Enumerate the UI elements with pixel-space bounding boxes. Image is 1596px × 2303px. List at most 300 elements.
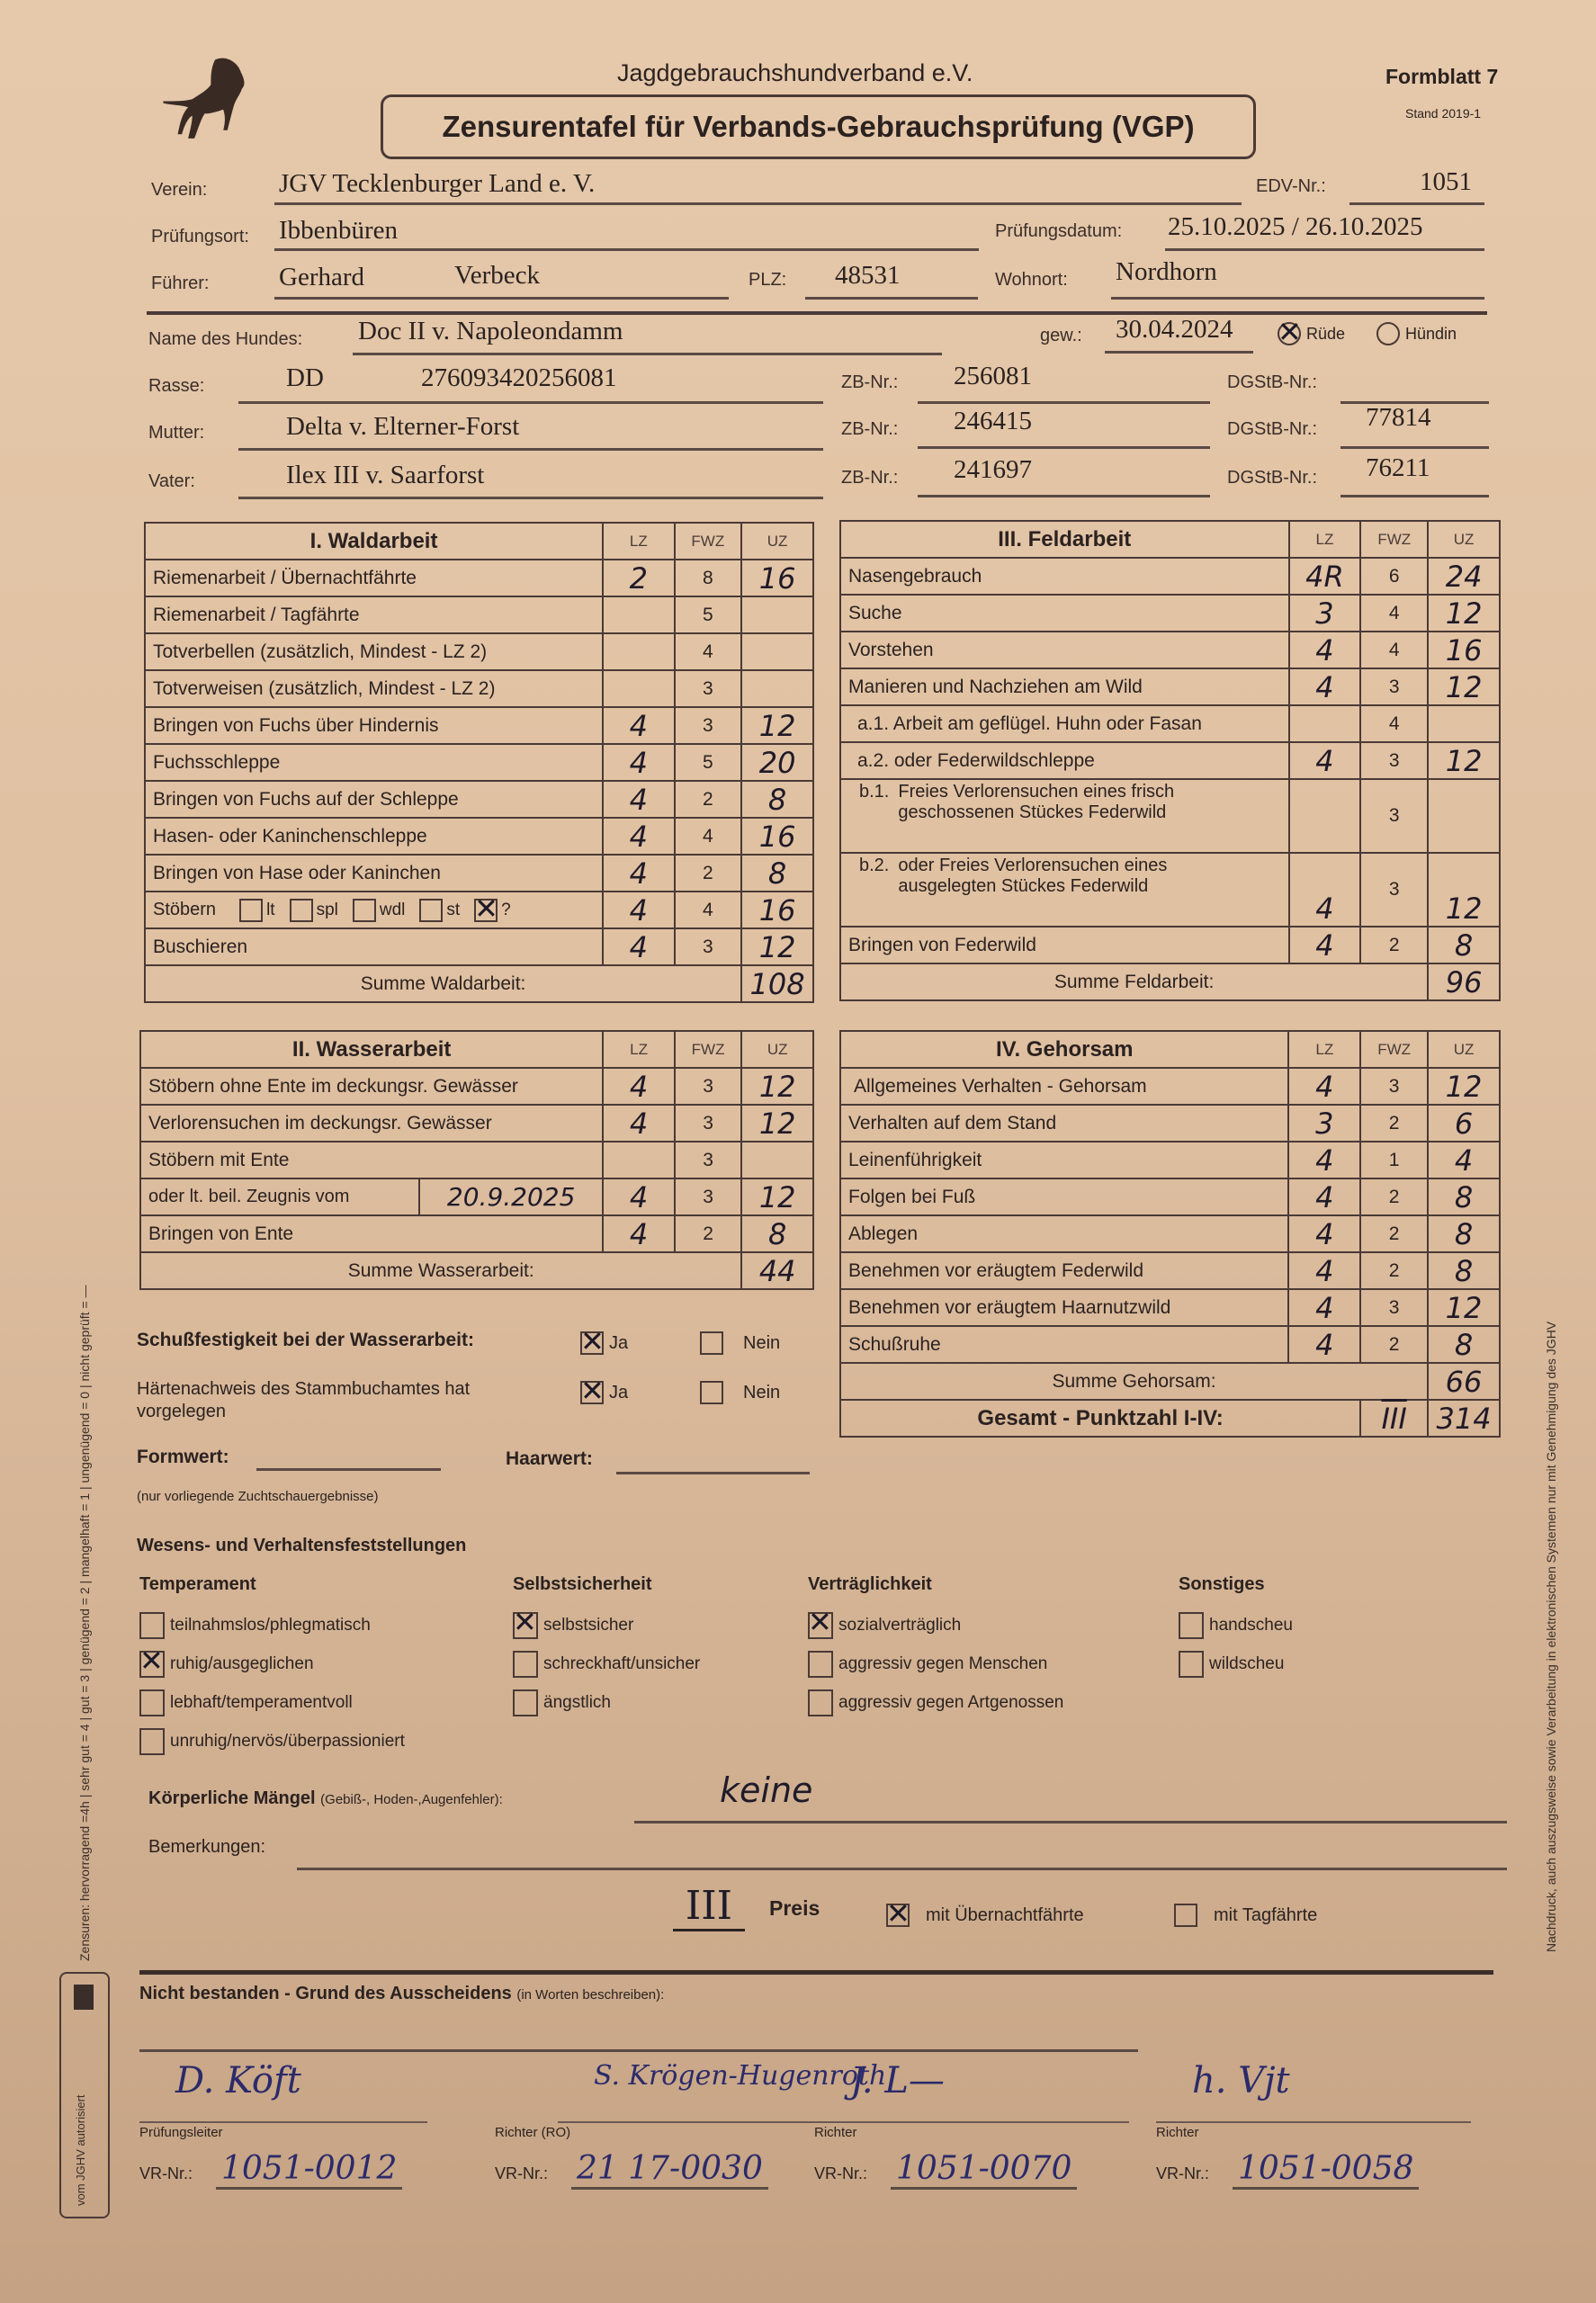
lz-cell[interactable] (603, 670, 674, 707)
koerper-field[interactable]: keine (720, 1770, 813, 1810)
uz-cell[interactable]: 8 (1428, 1215, 1500, 1252)
uz-header: UZ (741, 523, 813, 560)
table-row (140, 1215, 813, 1252)
row-label: Totverbellen (zusätzlich, Mindest - LZ 2) (145, 633, 603, 670)
zeugnis-date[interactable]: 20.9.2025 (446, 1182, 576, 1212)
stoebern-checkbox[interactable] (474, 899, 498, 922)
fwz-cell: 4 (1360, 632, 1428, 668)
mutter-zb-label: ZB-Nr.: (841, 419, 899, 439)
gew-field[interactable]: 30.04.2024 (1116, 315, 1233, 344)
wesen-option[interactable] (808, 1644, 1063, 1683)
jghv-authorized-text: vom JGHV autorisiert (74, 2094, 87, 2206)
preis-label: Preis (769, 1896, 820, 1920)
lz-cell[interactable] (1289, 779, 1361, 853)
waldarbeit-title: I. Waldarbeit (145, 523, 603, 560)
row-label: Manieren und Nachziehen am Wild (840, 668, 1289, 705)
mutter-dgstb-label: DGStB-Nr.: (1227, 419, 1318, 439)
uz-header: UZ (1428, 1031, 1500, 1068)
wesen-checkbox[interactable] (139, 1728, 165, 1755)
sum-value[interactable]: 108 (741, 965, 813, 1002)
koerper-underline (634, 1821, 1507, 1824)
uz-cell[interactable]: 8 (741, 781, 813, 818)
lz-cell[interactable]: 4 (603, 818, 674, 855)
vr-label: VR-Nr.: (139, 2164, 193, 2182)
row-label: Allgemeines Verhalten - Gehorsam (840, 1068, 1288, 1105)
uz-cell[interactable] (741, 670, 813, 707)
fwz-cell: 3 (675, 928, 742, 965)
preis-tag-checkbox[interactable] (1174, 1904, 1197, 1927)
uz-cell[interactable]: 6 (1428, 1105, 1500, 1142)
uz-cell[interactable]: 8 (741, 1215, 813, 1252)
wesen-option-label: teilnahmslos/phlegmatisch (170, 1615, 371, 1635)
lz-cell[interactable]: 4 (603, 744, 674, 781)
lz-cell[interactable]: 4 (1288, 1142, 1360, 1178)
plz-label: PLZ: (749, 270, 787, 290)
lz-cell[interactable]: 4 (1289, 853, 1361, 927)
table-row (840, 1289, 1500, 1326)
section-divider (139, 1970, 1493, 1975)
pruefungsdatum-underline (1165, 248, 1484, 251)
wesen-option-label: wildscheu (1209, 1653, 1285, 1673)
zb-label: ZB-Nr.: (841, 372, 899, 392)
b1-prefix: b.1. (859, 782, 890, 802)
vater-dgstb-field[interactable]: 76211 (1366, 453, 1430, 482)
signature: S. Krögen-Hugenroth (594, 2060, 887, 2092)
fwz-cell: 2 (1360, 1326, 1428, 1363)
vater-zb-underline (918, 495, 1210, 497)
lz-cell[interactable]: 4 (603, 1178, 674, 1215)
fuehrer-nachname-field[interactable]: Verbeck (454, 261, 541, 290)
lz-cell[interactable]: 4 (603, 781, 674, 818)
ruede-radio[interactable] (1278, 322, 1301, 345)
wesen-option[interactable] (139, 1683, 405, 1722)
wesen-checkbox[interactable] (513, 1651, 538, 1678)
sum-value[interactable]: 96 (1428, 963, 1500, 1000)
formwert-label: Formwert: (137, 1447, 229, 1467)
stoebern-option-label: lt (266, 900, 275, 919)
wesen-checkbox[interactable] (808, 1612, 833, 1639)
wesen-option[interactable] (1179, 1606, 1293, 1644)
haerte-ja-label: Ja (609, 1382, 629, 1402)
sum-label: Summe Feldarbeit: (840, 963, 1428, 1000)
uz-cell[interactable]: 16 (741, 560, 813, 596)
waldarbeit-table (144, 522, 814, 1003)
preis-uebernacht-option[interactable] (886, 1904, 1084, 1927)
wohnort-field[interactable]: Nordhorn (1116, 257, 1217, 286)
lz-header: LZ (1289, 521, 1361, 558)
fuehrer-vorname-field[interactable]: Gerhard (279, 263, 365, 291)
row-label: Bringen von Federwild (840, 927, 1289, 963)
lz-cell[interactable]: 4 (1289, 632, 1361, 668)
fwz-cell: 5 (675, 744, 742, 781)
row-label: Benehmen vor eräugtem Federwild (840, 1252, 1288, 1289)
uz-cell[interactable] (741, 633, 813, 670)
wesen-checkbox[interactable] (513, 1612, 538, 1639)
signature-role: Prüfungsleiter (139, 2125, 223, 2140)
lz-cell[interactable]: 4 (1289, 927, 1361, 963)
wesen-option-label: ruhig/ausgeglichen (170, 1653, 314, 1673)
lz-cell[interactable]: 4 (1288, 1326, 1360, 1363)
table-row (140, 1142, 813, 1178)
row-label: Totverweisen (zusätzlich, Mindest - LZ 2) (145, 670, 603, 707)
pruefungsort-label: Prüfungsort: (151, 227, 249, 246)
stoebern-checkbox[interactable] (290, 899, 313, 922)
mutter-field[interactable]: Delta v. Elterner-Forst (286, 412, 520, 441)
wesen-option-label: aggressiv gegen Menschen (838, 1653, 1048, 1673)
lz-cell[interactable]: 4 (1289, 742, 1361, 779)
wesen-checkbox[interactable] (1179, 1651, 1204, 1678)
wesen-option-label: unruhig/nervös/überpassioniert (170, 1731, 405, 1751)
uz-cell[interactable]: 12 (1428, 1068, 1500, 1105)
fwz-cell: 4 (1360, 705, 1428, 742)
row-label: Schußruhe (840, 1326, 1288, 1363)
haarwert-label: Haarwert: (506, 1448, 593, 1469)
wesen-option[interactable] (139, 1606, 405, 1644)
uz-cell[interactable]: 16 (1428, 632, 1500, 668)
uz-cell[interactable]: 8 (741, 855, 813, 892)
table-row (145, 633, 813, 670)
verein-label: Verein: (151, 180, 208, 200)
uz-cell[interactable]: 24 (1428, 558, 1500, 595)
ruede-label: Rüde (1306, 324, 1346, 343)
fwz-cell: 3 (1360, 1289, 1428, 1326)
vr-label: VR-Nr.: (495, 2164, 549, 2182)
sum-value[interactable]: 44 (741, 1252, 813, 1289)
preis-tag-option[interactable] (1174, 1904, 1317, 1927)
wesen-checkbox[interactable] (1179, 1612, 1204, 1639)
table-row (840, 668, 1500, 705)
table-row (840, 705, 1500, 742)
sum-label: Summe Waldarbeit: (145, 965, 741, 1002)
wesen-checkbox[interactable] (513, 1689, 538, 1716)
row-label: Fuchsschleppe (145, 744, 603, 781)
uz-cell[interactable]: 8 (1428, 927, 1500, 963)
lz-cell[interactable]: 4 (603, 1215, 674, 1252)
lz-cell[interactable] (603, 596, 674, 633)
total-value[interactable]: 314 (1428, 1400, 1500, 1437)
pruefungsdatum-label: Prüfungsdatum: (995, 221, 1123, 241)
lz-cell[interactable]: 4 (603, 1068, 674, 1105)
lz-header: LZ (603, 1031, 674, 1068)
lz-cell[interactable] (603, 633, 674, 670)
ruede-option[interactable] (1278, 322, 1345, 345)
form-version: Stand 2019-1 (1405, 106, 1482, 121)
total-prize[interactable]: $\overline{III}$ (1360, 1400, 1428, 1437)
pruefungsdatum-field[interactable]: 25.10.2025 / 26.10.2025 (1168, 212, 1423, 241)
hund-name-field[interactable]: Doc II v. Napoleondamm (358, 317, 623, 345)
fwz-cell: 4 (1360, 595, 1428, 632)
uz-cell[interactable]: 12 (1428, 742, 1500, 779)
table-row (145, 670, 813, 707)
signature: h. Vjt (1192, 2060, 1290, 2101)
koerper-hint: (Gebiß-, Hoden-,Augenfehler): (320, 1792, 503, 1807)
uz-cell[interactable]: 12 (741, 1178, 813, 1215)
row-label: a.1. Arbeit am geflügel. Huhn oder Fasan (840, 705, 1289, 742)
wesen-option-label: schreckhaft/unsicher (543, 1653, 701, 1673)
fwz-cell: 5 (675, 596, 742, 633)
uz-cell[interactable]: 8 (1428, 1326, 1500, 1363)
uz-cell[interactable] (741, 596, 813, 633)
lz-cell[interactable]: 4 (1288, 1252, 1360, 1289)
stoebern-option[interactable] (419, 899, 460, 922)
uz-header: UZ (741, 1031, 813, 1068)
fwz-cell: 4 (675, 892, 742, 928)
row-label: Vorstehen (840, 632, 1289, 668)
wesen-option[interactable] (513, 1683, 700, 1722)
preis-uebernacht-checkbox[interactable] (886, 1904, 910, 1927)
shot-ja-option[interactable] (580, 1331, 628, 1355)
jghv-authorized-badge (59, 1972, 110, 2218)
wesen-option[interactable] (1179, 1644, 1293, 1683)
vr-field[interactable]: 1051-0070 (891, 2150, 1077, 2190)
fuehrer-label: Führer: (151, 273, 210, 293)
lz-cell[interactable]: 4 (1288, 1068, 1360, 1105)
table-row (840, 779, 1500, 853)
fwz-cell: 3 (675, 1068, 742, 1105)
uz-cell[interactable]: 12 (1428, 668, 1500, 705)
wesen-group-title: Sonstiges (1179, 1574, 1265, 1594)
wesen-group-title: Temperament (139, 1574, 256, 1594)
fwz-header: FWZ (1360, 521, 1428, 558)
shot-nein-option[interactable] (700, 1331, 780, 1355)
table-row (145, 744, 813, 781)
vr-field[interactable]: 1051-0012 (216, 2150, 402, 2190)
total-label: Gesamt - Punktzahl I-IV: (840, 1400, 1360, 1437)
b1-line2: geschossenen Stückes Federwild (898, 802, 1167, 822)
wesen-group (1179, 1574, 1293, 1683)
row-label: Hasen- oder Kaninchenschleppe (145, 818, 603, 855)
row-label: a.2. oder Federwildschleppe (840, 742, 1289, 779)
uz-cell[interactable] (741, 1142, 813, 1178)
table-row (140, 1178, 813, 1215)
wesen-checkbox[interactable] (139, 1612, 165, 1639)
wesen-checkbox[interactable] (808, 1689, 833, 1716)
pruefungsort-underline (274, 248, 979, 251)
b2-label-cell (840, 853, 1289, 927)
haerte-nein-option[interactable] (700, 1381, 780, 1404)
wesen-checkbox[interactable] (139, 1689, 165, 1716)
zeugnis-cell (140, 1178, 603, 1215)
row-label: Stöbern ohne Ente im deckungsr. Gewässer (140, 1068, 603, 1105)
signature: D. Köft (175, 2060, 301, 2101)
fwz-cell: 3 (675, 1142, 742, 1178)
huendin-option[interactable] (1376, 322, 1457, 345)
lz-cell[interactable]: 4 (603, 892, 674, 928)
uz-cell[interactable]: 8 (1428, 1178, 1500, 1215)
koerper-label: Körperliche Mängel (148, 1788, 316, 1808)
wesen-group (139, 1574, 405, 1761)
stoebern-option[interactable] (353, 899, 406, 922)
koerper-label-wrap (148, 1788, 503, 1809)
zeugnis-label: oder lt. beil. Zeugnis vom (141, 1179, 420, 1214)
chip-field[interactable]: 276093420256081 (421, 363, 617, 392)
uz-cell[interactable]: 12 (1428, 1289, 1500, 1326)
row-label: Buschieren (145, 928, 603, 965)
form-number: Formblatt 7 (1385, 65, 1499, 88)
b2-line1: oder Freies Verlorensuchen eines (898, 856, 1168, 875)
vr-field[interactable]: 1051-0058 (1233, 2150, 1419, 2190)
vr-field[interactable]: 21 17-0030 (571, 2150, 768, 2190)
rasse-label: Rasse: (148, 376, 205, 396)
haerte-ja-checkbox[interactable] (580, 1381, 604, 1404)
fwz-cell: 3 (675, 1105, 742, 1142)
lz-cell[interactable] (603, 1142, 674, 1178)
fwz-cell: 2 (675, 855, 742, 892)
table-row (840, 927, 1500, 963)
uz-cell[interactable] (1428, 705, 1500, 742)
haerte-label-line1: Härtenachweis des Stammbuchamtes hat (137, 1379, 471, 1399)
bemerkungen-underline (297, 1868, 1507, 1870)
verein-field[interactable]: JGV Tecklenburger Land e. V. (279, 169, 596, 198)
wasserarbeit-header (140, 1031, 813, 1068)
table-row (840, 1178, 1500, 1215)
haerte-nein-checkbox[interactable] (700, 1381, 723, 1404)
signature: J. L— (850, 2060, 945, 2101)
wesen-checkbox[interactable] (139, 1651, 165, 1678)
plz-field[interactable]: 48531 (835, 261, 901, 290)
preis-field[interactable]: III (673, 1884, 745, 1931)
stoebern-checkbox[interactable] (239, 899, 263, 922)
wesen-option-label: selbstsicher (543, 1615, 634, 1635)
uz-cell[interactable]: 12 (1428, 595, 1500, 632)
table-row (145, 928, 813, 965)
sum-label: Summe Gehorsam: (840, 1363, 1428, 1400)
wesen-option[interactable] (513, 1644, 700, 1683)
row-label: Folgen bei Fuß (840, 1178, 1288, 1215)
signature-line (139, 2121, 427, 2123)
lz-cell[interactable]: 4 (1289, 668, 1361, 705)
vater-dgstb-label: DGStB-Nr.: (1227, 468, 1318, 488)
lz-header: LZ (1288, 1031, 1360, 1068)
uz-cell[interactable]: 4 (1428, 1142, 1500, 1178)
uz-cell[interactable]: 12 (741, 928, 813, 965)
row-label: Ablegen (840, 1215, 1288, 1252)
wesen-checkbox[interactable] (808, 1651, 833, 1678)
wohnort-underline (1111, 297, 1484, 300)
signature-role: Richter (RO) (495, 2125, 571, 2140)
fwz-cell: 2 (1360, 1178, 1428, 1215)
row-label: Leinenführigkeit (840, 1142, 1288, 1178)
row-label: Verlorensuchen im deckungsr. Gewässer (140, 1105, 603, 1142)
stoebern-option-label: st (446, 900, 461, 919)
uz-cell[interactable]: 12 (1428, 853, 1500, 927)
lz-cell[interactable]: 4R (1289, 558, 1361, 595)
uz-cell[interactable]: 12 (741, 707, 813, 744)
signature-line (558, 2121, 819, 2123)
dog-logo-icon (153, 49, 256, 153)
huendin-label: Hündin (1405, 324, 1457, 343)
total-row (840, 1400, 1500, 1437)
stoebern-option[interactable] (290, 899, 338, 922)
table-row (840, 742, 1500, 779)
shot-nein-checkbox[interactable] (700, 1331, 723, 1355)
gehorsam-header (840, 1031, 1500, 1068)
fwz-header: FWZ (675, 523, 742, 560)
signature-role: Richter (814, 2125, 857, 2140)
wesen-option-label: lebhaft/temperamentvoll (170, 1692, 353, 1712)
vater-label: Vater: (148, 471, 195, 491)
lz-cell[interactable]: 3 (1288, 1105, 1360, 1142)
wesen-option-label: aggressiv gegen Artgenossen (838, 1692, 1064, 1712)
mutter-zb-field[interactable]: 246415 (954, 407, 1032, 435)
side-scale-text: Zensuren: hervorragend =4h | sehr gut = 4 | gut = 3 | genügend = 2 | mangelhaft = 1 | ungenügend = 0 | nicht geprüft = — (77, 1285, 92, 1961)
table-row (140, 1105, 813, 1142)
huendin-radio[interactable] (1376, 322, 1400, 345)
feldarbeit-title: III. Feldarbeit (840, 521, 1289, 558)
sum-row (140, 1252, 813, 1289)
uz-cell[interactable]: 16 (741, 892, 813, 928)
uz-cell[interactable]: 12 (741, 1105, 813, 1142)
uz-cell[interactable]: 8 (1428, 1252, 1500, 1289)
lz-cell[interactable] (1289, 705, 1361, 742)
b2-line2: ausgelegten Stückes Federwild (898, 876, 1149, 896)
rasse-field[interactable]: DD (286, 363, 324, 392)
lz-cell[interactable]: 4 (1288, 1289, 1360, 1326)
wesen-option[interactable] (139, 1722, 405, 1761)
wesen-option[interactable] (808, 1606, 1063, 1644)
zb-field[interactable]: 256081 (954, 362, 1032, 390)
lz-cell[interactable]: 4 (603, 928, 674, 965)
wesen-option[interactable] (513, 1606, 700, 1644)
hund-name-label: Name des Hundes: (148, 329, 303, 349)
table-row (840, 595, 1500, 632)
fwz-cell: 6 (1360, 558, 1428, 595)
row-label: Riemenarbeit / Tagfährte (145, 596, 603, 633)
stoebern-checkbox[interactable] (353, 899, 376, 922)
mutter-dgstb-underline (1340, 446, 1489, 449)
uz-cell[interactable]: 16 (741, 818, 813, 855)
vater-zb-field[interactable]: 241697 (954, 455, 1032, 484)
stoebern-option[interactable] (239, 899, 275, 922)
uz-cell[interactable]: 20 (741, 744, 813, 781)
feldarbeit-header (840, 521, 1500, 558)
lz-cell[interactable]: 4 (603, 1105, 674, 1142)
table-row (840, 1105, 1500, 1142)
uz-cell[interactable]: 12 (741, 1068, 813, 1105)
stoebern-checkbox[interactable] (419, 899, 443, 922)
vater-field[interactable]: Ilex III v. Saarforst (286, 461, 485, 489)
table-row (145, 781, 813, 818)
lz-cell[interactable]: 4 (1288, 1215, 1360, 1252)
lz-cell[interactable]: 4 (1288, 1178, 1360, 1215)
lz-cell[interactable]: 2 (603, 560, 674, 596)
edv-field[interactable]: 1051 (1420, 167, 1472, 196)
formwert-underline (256, 1468, 441, 1471)
wasserarbeit-title: II. Wasserarbeit (140, 1031, 603, 1068)
lz-cell[interactable]: 4 (603, 707, 674, 744)
fwz-cell: 3 (1360, 779, 1428, 853)
vater-dgstb-underline (1340, 495, 1489, 497)
stoebern-option[interactable] (474, 899, 511, 922)
lz-cell[interactable]: 3 (1289, 595, 1361, 632)
pruefungsort-field[interactable]: Ibbenbüren (279, 216, 399, 245)
haerte-ja-option[interactable] (580, 1381, 628, 1404)
lz-cell[interactable]: 4 (603, 855, 674, 892)
signature-line (814, 2121, 1129, 2123)
uz-cell[interactable] (1428, 779, 1500, 853)
row-label: Nasengebrauch (840, 558, 1289, 595)
fuehrer-underline (274, 297, 729, 300)
shot-label: Schußfestigkeit bei der Wasserarbeit: (137, 1330, 474, 1350)
sum-value[interactable]: 66 (1428, 1363, 1500, 1400)
shot-ja-checkbox[interactable] (580, 1331, 604, 1355)
fwz-cell: 3 (675, 670, 742, 707)
wesen-option[interactable] (808, 1683, 1063, 1722)
fwz-header: FWZ (1360, 1031, 1428, 1068)
wesen-option[interactable] (139, 1644, 405, 1683)
table-row (840, 1068, 1500, 1105)
mutter-dgstb-field[interactable]: 77814 (1366, 403, 1431, 432)
